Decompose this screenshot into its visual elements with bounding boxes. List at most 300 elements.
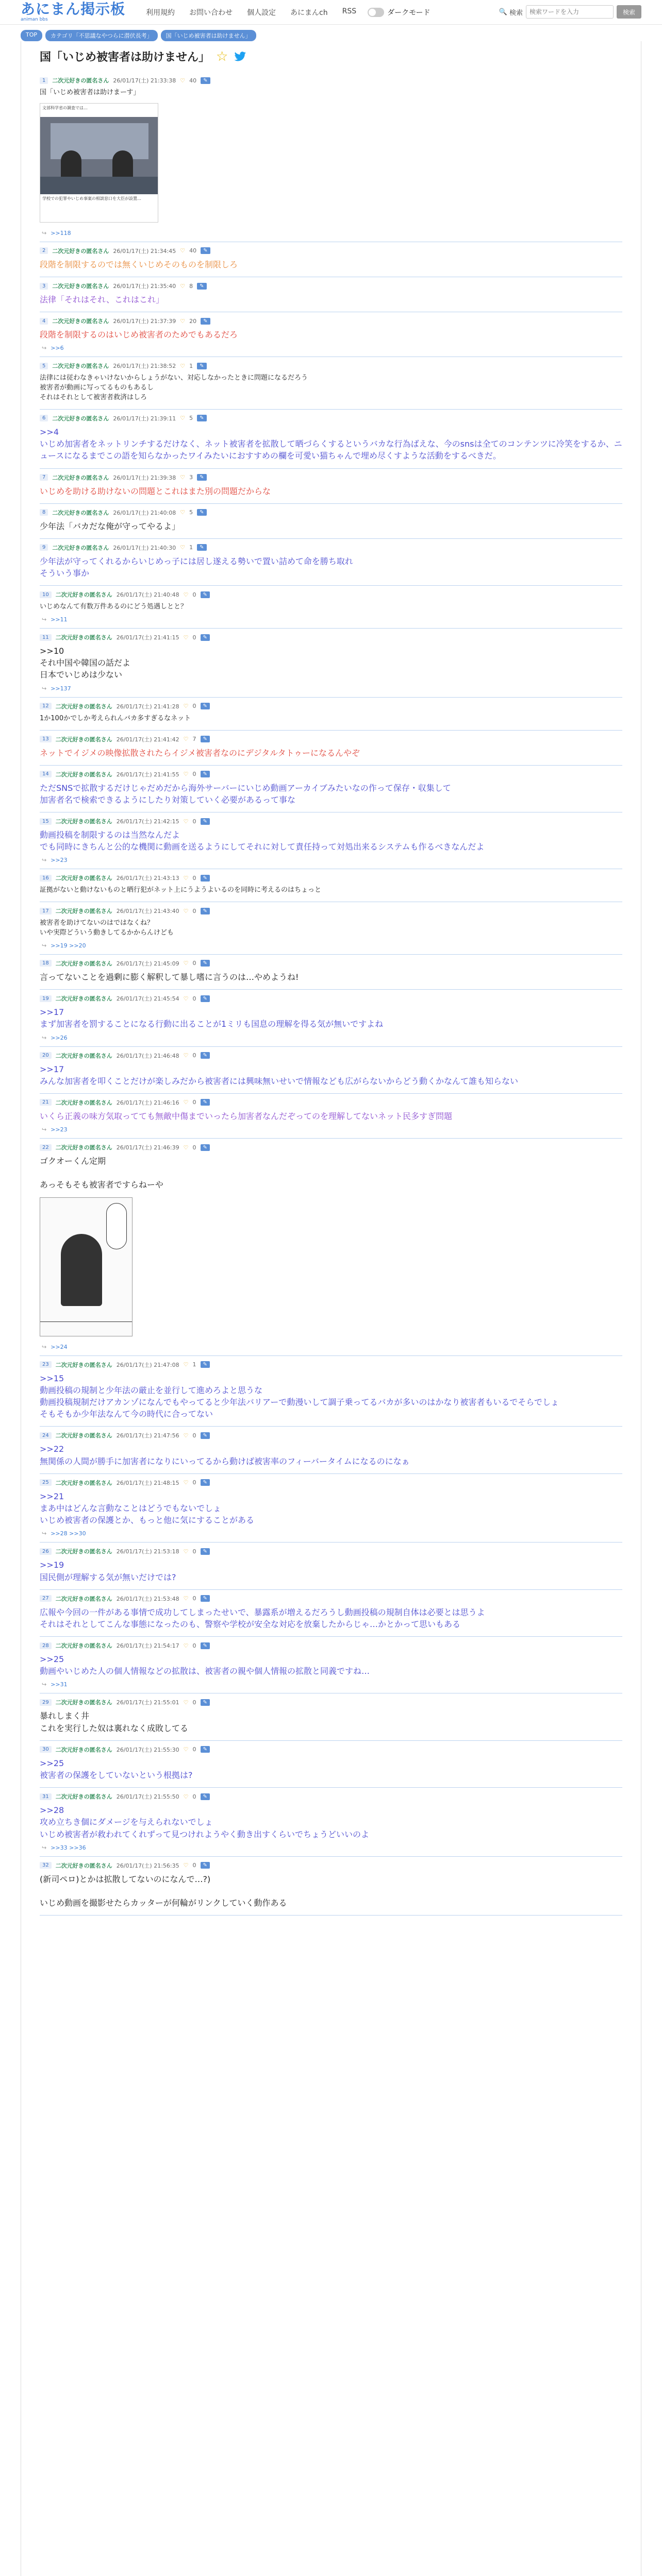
post-body: >>25 動画やいじめた人の個人情報などの拡散は、被害者の親や個人情報の拡散と同義ですね… — [40, 1654, 370, 1676]
post — [40, 277, 622, 312]
reply-anchor[interactable]: >>23 — [51, 1126, 68, 1133]
like-icon[interactable]: ♡ — [183, 960, 189, 967]
post-number[interactable]: 29 — [40, 1699, 52, 1706]
like-icon[interactable]: ♡ — [180, 415, 186, 422]
post-meta — [40, 959, 622, 968]
reply-links — [40, 614, 622, 624]
poster-name: 二次元好きの匿名さん — [55, 1361, 112, 1368]
post — [40, 1474, 622, 1543]
post-date: 26/01/17(土) 21:41:28 — [116, 703, 179, 710]
post-meta — [40, 1745, 622, 1754]
post-meta — [40, 1792, 622, 1801]
poster-name: 二次元好きの匿名さん — [55, 995, 112, 1003]
post-body: 証拠がないと動けないものと晒行犯がネット上にうようよいるのを同時に考えるのはちょっと — [40, 886, 322, 894]
like-icon[interactable]: ♡ — [183, 907, 189, 914]
like-icon[interactable]: ♡ — [183, 995, 189, 1002]
like-count: 0 — [192, 1793, 196, 1800]
reply-anchor[interactable]: >>31 — [51, 1681, 68, 1688]
poster-name: 二次元好きの匿名さん — [52, 509, 109, 516]
poster-name: 二次元好きの匿名さん — [55, 703, 112, 710]
reply-icon[interactable]: ✎ — [201, 1052, 210, 1059]
like-count: 0 — [192, 818, 196, 825]
like-count: 0 — [192, 634, 196, 641]
poster-name: 二次元好きの匿名さん — [55, 1642, 112, 1650]
reply-icon[interactable]: ✎ — [201, 1432, 210, 1439]
like-icon[interactable]: ♡ — [183, 1699, 189, 1706]
thread-title-row — [40, 48, 622, 64]
reply-icon[interactable]: ✎ — [201, 1548, 210, 1555]
post — [40, 469, 622, 504]
reply-icon[interactable]: ✎ — [201, 1099, 210, 1106]
nav-settings[interactable]: 個人設定 — [247, 8, 276, 17]
post-date: 26/01/17(土) 21:46:39 — [116, 1144, 179, 1151]
post-body: 国「いじめ被害者は助けまーす」 — [40, 89, 140, 96]
reply-icon[interactable]: ✎ — [197, 283, 206, 290]
post-date: 26/01/17(土) 21:37:39 — [113, 318, 176, 325]
like-icon[interactable]: ♡ — [183, 1642, 189, 1649]
reply-links — [40, 1528, 622, 1538]
like-count: 0 — [192, 771, 196, 778]
reply-anchor[interactable]: >>33 >>36 — [51, 1844, 86, 1851]
logo-text[interactable]: あにまん掲示板 — [21, 1, 126, 18]
twitter-icon[interactable] — [234, 52, 246, 62]
post-date: 26/01/17(土) 21:47:56 — [116, 1432, 179, 1439]
reply-icon[interactable]: ✎ — [201, 908, 210, 914]
post-body: >>10 それ中国や韓国の話だよ 日本でいじめは少ない — [40, 646, 131, 680]
post-date: 26/01/17(土) 21:41:15 — [116, 634, 179, 641]
post-date: 26/01/17(土) 21:55:30 — [116, 1746, 179, 1753]
post-number[interactable]: 25 — [40, 1479, 52, 1486]
breadcrumb-thread[interactable]: 国「いじめ被害者は助けません」 — [161, 30, 256, 41]
reply-anchor[interactable]: >>28 >>30 — [51, 1530, 86, 1537]
star-icon[interactable]: ☆ — [216, 48, 228, 64]
post-meta — [40, 414, 622, 423]
post-number[interactable]: 1 — [40, 77, 48, 84]
nav-contact[interactable]: お問い合わせ — [189, 8, 233, 17]
reply-icon[interactable]: ✎ — [197, 509, 206, 516]
like-count: 0 — [192, 1052, 196, 1059]
reply-icon[interactable]: ✎ — [201, 1862, 210, 1869]
post — [40, 698, 622, 731]
search-button[interactable]: 検索 — [617, 5, 641, 19]
post-body: ネットでイジメの映像拡散されたらイジメ被害者なのにデジタルタトゥーになるんやぞ — [40, 748, 360, 758]
like-count: 0 — [192, 1699, 196, 1706]
like-count: 0 — [192, 1862, 196, 1869]
like-count: 7 — [192, 736, 196, 742]
post-number[interactable]: 30 — [40, 1746, 52, 1753]
post-body: 1か100かでしか考えられんバカ多すぎるなネット — [40, 714, 191, 722]
like-count: 0 — [192, 1746, 196, 1753]
breadcrumb-category[interactable]: カテゴリ「不思議なやつらに潜伏長考」 — [45, 30, 158, 41]
post-date: 26/01/17(土) 21:41:55 — [116, 771, 179, 778]
reply-icon[interactable]: ✎ — [201, 960, 210, 967]
post-number[interactable]: 27 — [40, 1595, 52, 1602]
like-icon[interactable]: ♡ — [183, 818, 189, 825]
like-icon[interactable]: ♡ — [180, 247, 186, 255]
post-date: 26/01/17(土) 21:40:30 — [113, 544, 176, 551]
post-date: 26/01/17(土) 21:53:18 — [116, 1548, 179, 1555]
post — [40, 1356, 622, 1427]
post-date: 26/01/17(土) 21:48:15 — [116, 1479, 179, 1486]
like-count: 1 — [189, 362, 193, 369]
post-number[interactable]: 26 — [40, 1548, 52, 1555]
post-meta — [40, 873, 622, 883]
like-icon[interactable]: ♡ — [180, 474, 186, 481]
post-meta — [40, 1143, 622, 1152]
like-icon[interactable]: ♡ — [183, 1099, 189, 1106]
reply-icon[interactable]: ✎ — [201, 703, 210, 709]
like-count: 0 — [192, 1432, 196, 1439]
post-number[interactable]: 16 — [40, 875, 52, 882]
post — [40, 869, 622, 902]
poster-name: 二次元好きの匿名さん — [55, 1793, 112, 1801]
post-body: >>21 まあ中はどんな言動なことはどうでもないでしょ いじめ被害者の保護とか、もっと他に気にすることがある — [40, 1491, 255, 1526]
breadcrumb-top[interactable]: TOP — [21, 30, 42, 41]
poster-name: 二次元好きの匿名さん — [52, 247, 109, 255]
reply-icon[interactable]: ✎ — [201, 771, 210, 777]
post-body: 法律には従わなきゃいけないからしょうがない、対応しなかったときに問題になるだろう 被害者が動画に写ってるものもあるし それはそれとして被害者救済はしろ — [40, 374, 308, 402]
search-label — [499, 7, 523, 17]
post — [40, 1590, 622, 1637]
reply-arrow-icon: ↪ — [42, 685, 47, 692]
poster-name: 二次元好きの匿名さん — [55, 1479, 112, 1486]
toggle-switch[interactable] — [368, 8, 384, 17]
like-icon[interactable]: ♡ — [183, 1793, 189, 1800]
post-body: >>17 まず加害者を罰することになる行動に出ることが1ミリも国息の理解を得る気が無いですよね — [40, 1007, 384, 1029]
poster-name: 二次元好きの匿名さん — [52, 318, 109, 325]
like-icon[interactable]: ♡ — [180, 282, 186, 290]
reply-icon[interactable]: ✎ — [201, 1144, 210, 1151]
like-count: 0 — [192, 703, 196, 710]
reply-arrow-icon: ↪ — [42, 942, 47, 949]
post-meta — [40, 633, 622, 642]
post-date: 26/01/17(土) 21:34:45 — [113, 247, 176, 255]
poster-name: 二次元好きの匿名さん — [52, 415, 109, 422]
post — [40, 1741, 622, 1788]
post-number[interactable]: 5 — [40, 363, 48, 369]
post-meta — [40, 817, 622, 826]
post-meta — [40, 361, 622, 370]
reply-arrow-icon: ↪ — [42, 1343, 47, 1350]
like-icon[interactable]: ♡ — [183, 1479, 189, 1486]
press-conference-image — [40, 117, 158, 194]
post-meta — [40, 1098, 622, 1107]
reply-icon[interactable]: ✎ — [201, 1361, 210, 1368]
like-icon[interactable]: ♡ — [183, 1052, 189, 1059]
like-count: 0 — [192, 1548, 196, 1555]
reply-icon[interactable]: ✎ — [201, 591, 210, 598]
reply-icon[interactable]: ✎ — [201, 1746, 210, 1753]
like-icon[interactable]: ♡ — [183, 874, 189, 882]
post-body: 被害者を助けてないのはではなくね？ いや実際どういう動きしてるかからんけども — [40, 919, 174, 937]
reply-icon[interactable]: ✎ — [201, 875, 210, 882]
reply-icon[interactable]: ✎ — [201, 318, 210, 325]
post — [40, 1139, 622, 1356]
post-meta — [40, 508, 622, 517]
post-number[interactable]: 8 — [40, 509, 48, 516]
post-number[interactable]: 9 — [40, 544, 48, 551]
poster-name: 二次元好きの匿名さん — [52, 283, 109, 290]
post-date: 26/01/17(土) 21:40:48 — [116, 591, 179, 599]
reply-arrow-icon: ↪ — [42, 345, 47, 352]
post — [40, 586, 622, 629]
like-count: 0 — [192, 1479, 196, 1486]
poster-name: 二次元好きの匿名さん — [55, 1699, 112, 1706]
post-date: 26/01/17(土) 21:56:35 — [116, 1862, 179, 1869]
post-number[interactable]: 14 — [40, 771, 52, 777]
like-icon[interactable]: ♡ — [180, 362, 186, 369]
post-date: 26/01/17(土) 21:47:08 — [116, 1361, 179, 1368]
like-icon[interactable]: ♡ — [183, 1144, 189, 1151]
poster-name: 二次元好きの匿名さん — [55, 1595, 112, 1602]
like-count: 0 — [192, 995, 196, 1002]
breadcrumb — [0, 25, 662, 41]
like-icon[interactable]: ♡ — [183, 1862, 189, 1869]
like-icon[interactable]: ♡ — [180, 317, 186, 325]
reply-icon[interactable]: ✎ — [201, 995, 210, 1002]
poster-name: 二次元好きの匿名さん — [55, 1432, 112, 1439]
post-date: 26/01/17(土) 21:45:09 — [116, 960, 179, 967]
thread-title: 国「いじめ被害者は助けません」 — [40, 51, 210, 64]
post-number[interactable]: 31 — [40, 1793, 52, 1800]
reply-arrow-icon: ↪ — [42, 616, 47, 623]
reply-anchor[interactable]: >>24 — [51, 1343, 68, 1350]
post — [40, 357, 622, 410]
like-count: 0 — [192, 907, 196, 914]
post-number[interactable]: 24 — [40, 1432, 52, 1439]
post — [40, 72, 622, 242]
like-count: 0 — [192, 1144, 196, 1151]
like-count: 3 — [189, 474, 193, 481]
reply-anchor[interactable]: >>23 — [51, 857, 68, 864]
post-number[interactable]: 4 — [40, 318, 48, 325]
reply-icon[interactable]: ✎ — [201, 247, 210, 254]
like-count: 1 — [189, 544, 193, 551]
post-body: いくら正義の味方気取ってても無敵中傷までいったら加害者なんだぞってのを理解してないネット民多すぎ問題 — [40, 1111, 453, 1121]
post-meta — [40, 906, 622, 916]
post — [40, 312, 622, 357]
poster-name: 二次元好きの匿名さん — [55, 1144, 112, 1151]
like-icon[interactable]: ♡ — [183, 1548, 189, 1555]
reply-anchor[interactable]: >>6 — [51, 345, 64, 352]
post — [40, 1637, 622, 1693]
post — [40, 812, 622, 869]
post-number[interactable]: 12 — [40, 703, 52, 709]
post — [40, 629, 622, 698]
reply-icon[interactable]: ✎ — [197, 544, 206, 551]
post-meta — [40, 1641, 622, 1650]
poster-name: 二次元好きの匿名さん — [52, 544, 109, 551]
like-icon[interactable]: ♡ — [183, 703, 189, 710]
search-input[interactable] — [526, 5, 614, 19]
post-meta — [40, 246, 622, 256]
like-icon[interactable]: ♡ — [183, 1361, 189, 1368]
reply-links — [40, 1124, 622, 1134]
reply-anchor[interactable]: >>118 — [51, 229, 71, 236]
post-number[interactable]: 11 — [40, 634, 52, 641]
post — [40, 539, 622, 586]
post-number[interactable]: 3 — [40, 283, 48, 290]
like-count: 20 — [189, 317, 197, 325]
post-number[interactable]: 13 — [40, 736, 52, 742]
post-meta — [40, 1431, 622, 1440]
nav-animanch[interactable]: あにまんch — [290, 8, 328, 17]
poster-name: 二次元好きの匿名さん — [55, 875, 112, 882]
post-body: 法律「それはそれ、これはこれ」 — [40, 295, 164, 305]
post-number[interactable]: 32 — [40, 1862, 52, 1869]
like-icon[interactable]: ♡ — [180, 509, 186, 516]
reply-icon[interactable]: ✎ — [197, 363, 206, 369]
news-image-card[interactable] — [40, 103, 158, 223]
reply-arrow-icon: ↪ — [42, 1844, 47, 1851]
post-body: 段階を制限するのはいじめ被害者のためでもあるだろ — [40, 330, 238, 340]
post — [40, 1857, 622, 1916]
poster-name: 二次元好きの匿名さん — [55, 1052, 112, 1059]
post-number[interactable]: 10 — [40, 591, 52, 598]
search-bar — [499, 5, 641, 19]
like-icon[interactable]: ♡ — [183, 591, 189, 598]
nav-rss[interactable]: RSS — [342, 7, 357, 15]
like-icon[interactable]: ♡ — [183, 1595, 189, 1602]
post-meta — [40, 543, 622, 552]
reply-icon[interactable]: ✎ — [201, 736, 210, 742]
nav-terms[interactable]: 利用規約 — [146, 8, 175, 17]
like-count: 0 — [192, 1642, 196, 1649]
post-body: 広報や今回の一件がある事情で成功してしまったせいで、暴露系が増えるだろうし動画投稿の規制自体は必要とは思うよ それはそれとしてこんな事態になったのも、警察や学校が安全な対応を放棄したからじゃ…かとかって思いもある — [40, 1607, 485, 1629]
like-icon[interactable]: ♡ — [180, 544, 186, 551]
reply-icon[interactable]: ✎ — [201, 634, 210, 641]
card-header-text: 文部科学省の調査では… — [40, 104, 158, 117]
reply-icon[interactable]: ✎ — [201, 1479, 210, 1486]
reply-arrow-icon: ↪ — [42, 229, 47, 236]
post-body: >>17 みんな加害者を叩くことだけが楽しみだから被害者には興味無いせいで情報なども広がらないからどう動くかなんて誰も知らない — [40, 1064, 519, 1086]
like-count: 40 — [189, 247, 197, 255]
post-number[interactable]: 21 — [40, 1099, 52, 1106]
post-number[interactable]: 22 — [40, 1144, 52, 1151]
like-icon[interactable]: ♡ — [183, 736, 189, 742]
reply-links — [40, 1032, 622, 1042]
site-header — [0, 0, 662, 25]
post — [40, 1047, 622, 1094]
reply-anchor[interactable]: >>137 — [51, 685, 71, 692]
post-meta — [40, 1594, 622, 1603]
reply-arrow-icon: ↪ — [42, 857, 47, 864]
post-date: 26/01/17(土) 21:55:01 — [116, 1699, 179, 1706]
dark-mode-toggle[interactable] — [368, 7, 430, 18]
post-number[interactable]: 18 — [40, 960, 52, 967]
post-number[interactable]: 17 — [40, 908, 52, 914]
poster-name: 二次元好きの匿名さん — [52, 474, 109, 481]
post — [40, 990, 622, 1046]
reply-icon[interactable]: ✎ — [197, 474, 206, 481]
post-meta — [40, 473, 622, 482]
reply-anchor[interactable]: >>19 >>20 — [51, 942, 86, 949]
like-count: 0 — [192, 1595, 196, 1602]
post-body: 動画投稿を制限するのは当然なんだよ でも同時にきちんと公的な機関に動画を送るようにしてそれに対して責任持って対処出来るシステムも作るべきなんだよ — [40, 830, 485, 852]
post-meta — [40, 702, 622, 711]
post-date: 26/01/17(土) 21:54:17 — [116, 1642, 179, 1650]
post-meta — [40, 1360, 622, 1369]
post-meta — [40, 1478, 622, 1487]
like-icon[interactable]: ♡ — [183, 634, 189, 641]
logo-subtext: animan bbs — [21, 17, 48, 22]
search-label-text: 検索 — [509, 9, 523, 17]
reply-icon[interactable]: ✎ — [201, 77, 210, 84]
manga-panel-image[interactable] — [40, 1197, 133, 1336]
like-icon[interactable]: ♡ — [183, 771, 189, 778]
post-meta — [40, 1051, 622, 1060]
post-number[interactable]: 2 — [40, 247, 48, 254]
post-body: >>28 攻め立ちき個にダメージを与えられないでしょ いじめ被害者が救われてくれずって見つけれようやく動き出すくらいでちょうどいいのよ — [40, 1805, 370, 1839]
post-body: ゴクオーくん定期 あっそもそも被害者ですらねーや — [40, 1156, 163, 1190]
post-date: 26/01/17(土) 21:33:38 — [113, 77, 176, 84]
like-count: 1 — [192, 1361, 196, 1368]
thread-container — [21, 41, 641, 2576]
post-number[interactable]: 19 — [40, 995, 52, 1002]
site-logo[interactable] — [21, 2, 125, 22]
post-number[interactable]: 15 — [40, 818, 52, 825]
post — [40, 1427, 622, 1473]
reply-icon[interactable]: ✎ — [201, 818, 210, 825]
post-date: 26/01/17(土) 21:43:40 — [116, 908, 179, 915]
reply-links — [40, 1342, 622, 1351]
post-date: 26/01/17(土) 21:46:48 — [116, 1052, 179, 1059]
dark-mode-label: ダークモード — [387, 8, 431, 17]
reply-icon[interactable]: ✎ — [201, 1699, 210, 1706]
reply-links — [40, 1842, 622, 1852]
reply-anchor[interactable]: >>11 — [51, 616, 68, 623]
reply-links — [40, 228, 622, 238]
like-icon[interactable]: ♡ — [183, 1746, 189, 1753]
poster-name: 二次元好きの匿名さん — [55, 634, 112, 641]
post — [40, 731, 622, 766]
poster-name: 二次元好きの匿名さん — [55, 1746, 112, 1753]
post — [40, 1788, 622, 1857]
reply-icon[interactable]: ✎ — [201, 1642, 210, 1649]
like-count: 0 — [192, 1099, 196, 1106]
post-meta — [40, 1861, 622, 1870]
post — [40, 1094, 622, 1139]
poster-name: 二次元好きの匿名さん — [52, 363, 109, 370]
poster-name: 二次元好きの匿名さん — [55, 908, 112, 915]
card-caption: 学校での犯罪やいじめ事案の相談窓口を大臣が設置… — [42, 196, 141, 201]
reply-arrow-icon: ↪ — [42, 1530, 47, 1537]
post-number[interactable]: 7 — [40, 474, 48, 481]
reply-arrow-icon: ↪ — [42, 1034, 47, 1041]
like-icon[interactable]: ♡ — [183, 1432, 189, 1439]
post — [40, 766, 622, 812]
post-number[interactable]: 6 — [40, 415, 48, 421]
post-body: 少年法「バカだな俺が守ってやるよ」 — [40, 521, 180, 531]
post-body: ただSNSで拡散するだけじゃだめだから海外サーバーにいじめ動画アーカイブみたいなの作って保存・収集して 加害者名で検索できるようにしたり対策していく必要があるって事な — [40, 783, 451, 805]
reply-anchor[interactable]: >>26 — [51, 1034, 68, 1041]
post — [40, 504, 622, 539]
like-icon[interactable]: ♡ — [180, 77, 186, 84]
post-number[interactable]: 23 — [40, 1361, 52, 1368]
post-number[interactable]: 28 — [40, 1642, 52, 1649]
poster-name: 二次元好きの匿名さん — [55, 818, 112, 825]
reply-icon[interactable]: ✎ — [197, 415, 206, 421]
post-date: 26/01/17(土) 21:39:38 — [113, 474, 176, 481]
post-body: 言ってないことを過剰に膨く解釈して暴し嗜に言うのは…やめようね! — [40, 972, 299, 982]
reply-icon[interactable]: ✎ — [201, 1793, 210, 1800]
reply-icon[interactable]: ✎ — [201, 1595, 210, 1602]
post-body: いじめを助ける助けないの問題とこれはまた別の問題だからな — [40, 486, 271, 496]
post-meta — [40, 770, 622, 779]
post-meta — [40, 316, 622, 326]
post-number[interactable]: 20 — [40, 1052, 52, 1059]
poster-name: 二次元好きの匿名さん — [55, 1548, 112, 1555]
